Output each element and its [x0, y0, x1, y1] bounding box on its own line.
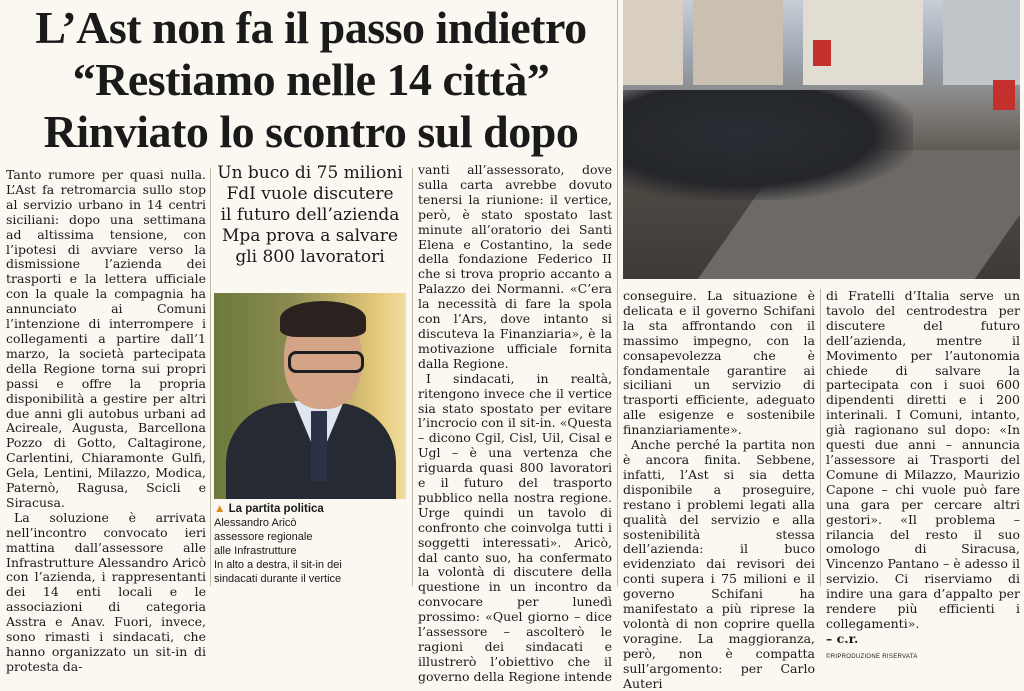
paragraph: di Fratelli d’Italia serve un tavolo del centrodestra per discutere del futuro dell’azienda, mentre il Movimento per l’autonomia chiede di salvare la partecipata con i suoi 600 dipendenti diretti e i 200 interinali. I Comuni, intanto, già ragionano sul dopo: «In questi due anni – annuncia l’assessore ai Trasporti del Comune di Milazzo, Maurizio Capone – chi vuole può fare una gara per cercare altri gestori». «Il problema – rilancia del resto il suo omologo di Siracusa, Vincenzo Pantano – è adesso il servizio. Ci riserviamo di indire una gara d’appalto per rendere più efficienti i collegamenti». [826, 288, 1020, 631]
paragraph: Tanto rumore per quasi nulla. L’Ast fa retromarcia sullo stop al servizio urbano in 14 centri siciliani: dopo una settimana ad altissima tensione, con l’ipotesi di avviare verso la dismissione l’azienda dei trasporti e la lettera ufficiale con la quale la compagnia ha annunciato ai Comuni l’intenzione di interrompere i collegamenti a partire dall’1 marzo, la società partecipata della Regione torna sui propri passi e offre la propria disponibilità a gestire per altri due anni gli autobus urbani ad Acireale, Augusta, Barcellona Pozzo di Gotto, Caltagirone, Carlentini, Chiaramonte Gulfi, Gela, Lentini, Milazzo, Modica, Paternò, Ragusa, Scicli e Siracusa. [6, 167, 206, 510]
column-divider [617, 0, 618, 586]
subhead-line: Un buco di 75 milioni [217, 163, 403, 183]
rights-notice: ©RIPRODUZIONE RISERVATA [826, 653, 918, 660]
paragraph: I sindacati, in realtà, ritengono invece che il vertice sia stato spostato per evitare l’incrocio con il sit-in. «Questa – dicono Cgil, Cisl, Uil, Cisal e Ugl – è una vertenza che riguarda quasi 800 lavoratori e il futuro del trasporto pubblico nella nostra regione. Urge quindi un tavolo di confronto che coinvolga tutti i soggetti interessati». Aricò, dal canto suo, ha confermato la volontà di discutere della questione in un incontro da convocare per lunedì prossimo: «Quel giorno – dice l’assessore – ascolterò le ragioni dei sindacati e illustrerò l’obiettivo che il governo della Regione intende [418, 370, 613, 684]
photo-caption [214, 502, 406, 586]
author-signature: – c.r. [826, 630, 859, 646]
caption-line: assessore regionale [214, 531, 313, 543]
article-column-3 [418, 163, 612, 685]
headline-line-1: L’Ast non fa il passo indietro [35, 2, 587, 53]
triangle-icon: ▲ [214, 503, 226, 515]
paragraph: Anche perché la partita non è ancora finita. Sebbene, infatti, l’Ast si sia detta disponibile a proseguire, restano i problemi legati alla qualità del servizio e alla sostenibilità stessa dell’azienda: il buco evidenziato dai revisori dei conti supera i 75 milioni e il governo Schifani ha manifestato a più riprese la volontà di non coprire quella voragine. La maggioranza, però, non è compatta sull’argomento: per Carlo Auteri [623, 437, 815, 691]
column-divider [820, 289, 821, 586]
subhead-line: FdI vuole discutere [226, 184, 394, 204]
subhead-line: il futuro dell’azienda [220, 205, 400, 225]
paragraph: conseguire. La situazione è delicata e il governo Schifani la sta affrontando con il massimo impegno, con la consapevolezza che è fondamentale garantire ai siciliani un servizio di trasporti efficiente, adeguato alle esigenze e sostenibile finanziariamente». [623, 288, 815, 438]
column-divider [412, 168, 413, 586]
caption-line: sindacati durante il vertice [214, 573, 342, 585]
column-divider [210, 168, 211, 586]
article-column-4 [623, 289, 815, 691]
paragraph: vanti all’assessorato, dove sulla carta avrebbe dovuto tenersi la riunione: il vertice, però, è stato spostato last minute all’oratorio dei Santi Elena e Costantino, la sede della fondazione Federico II che si trova proprio accanto a Palazzo dei Normanni. «C’era la necessità di fare la spola con l’Ars, dove intanto si discuteva la Finanziaria», è la motivazione ufficiale fornita dalla Regione. [418, 162, 612, 371]
caption-title: La partita politica [228, 503, 324, 515]
article-column-5 [826, 289, 1020, 665]
caption-line: Alessandro Aricò [214, 517, 297, 529]
paragraph: La soluzione è arrivata nell’incontro convocato ieri mattina dall’assessore alle Infrastrutture Alessandro Aricò con l’azienda, i rappresentanti dei 14 enti locali e le associazioni di categoria Asstra e Anav. Fuori, invece, sono rimasti i sindacati, che hanno organizzato un sit-in di protesta da- [6, 509, 206, 674]
portrait-photo [214, 293, 406, 499]
headline-line-3: Rinviato lo scontro sul dopo [43, 106, 579, 157]
headline-line-2: “Restiamo nelle 14 città” [72, 54, 550, 105]
sit-in-photo [623, 0, 1020, 279]
headline [4, 2, 618, 158]
article-column-1 [6, 168, 206, 675]
subhead-line: Mpa prova a salvare [222, 226, 398, 246]
caption-line: alle Infrastrutture [214, 545, 297, 557]
caption-line: In alto a destra, il sit-in dei [214, 559, 342, 571]
subheadline [214, 163, 406, 268]
subhead-line: gli 800 lavoratori [235, 247, 385, 267]
